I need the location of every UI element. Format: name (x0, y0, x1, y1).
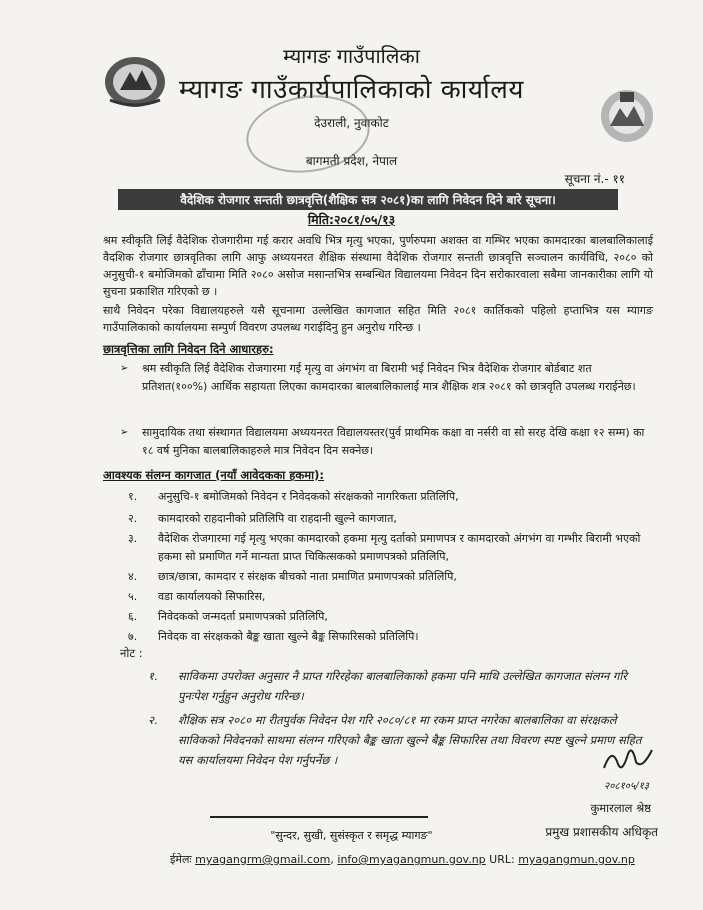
paragraph-1: श्रम स्वीकृति लिई वैदेशिक रोजगारीमा गई करार अवधि भित्र मृत्यु भएका, पुर्णरुपमा अशक्त वा गम्भिर भएका कामदारका बालबालिकालाई वैदशिक रोजगार छात्रवृतिका लागि आफु अध्ययनरत शैक्षिक संस्थामा वैदेशिक रोजगार सन्तती छात्रवृत्ति सञ्चालन कार्यविधि, २०८० को अनुसुची-१ बमोजिमको ढाँचामा मिति २०८० असोज मसान्तभित्र सम्बन्धित विद्यालयमा निवेदन दिन सरोकारवाला सबैमा जानकारीका लागि यो सुचना प्रकाशित गरिएको छ । (103, 234, 653, 298)
footer-contact: ईमेलः myagangrm@gmail.com, info@myagangmun.gov.np URL: myagangmun.gov.np (170, 853, 635, 866)
notice-date: मिति:२०८१/०५/१३ (307, 212, 396, 227)
footer-motto: "सुन्दर, सुखी, सुसंस्कृत र समृद्ध म्यागङ" (270, 829, 433, 842)
basis-item: ➢ श्रम स्वीकृति लिई वैदेशिक रोजगारमा गई मृत्यु वा अंगभंग वा बिरामी भई निवेदन भित्र वैदेशिक रोजगार बोर्डबाट शत प्रतिशत(१००%) आर्थिक सहायता लिएका कामदारका बालबालिकालाई मात्र शैक्षिक शत्र २०८१ को छात्रवृति उपलब्ध गराईनेछ। (120, 362, 636, 393)
note-item: २. शैक्षिक सत्र २०८० मा रीतपुर्वक निवेदन पेश गरि २०८०/८१ मा रकम प्राप्त नगरेका बालबालिका वा संरक्षकले साविकको निवेदनको साथमा संलग्न गरिएको बैङ्क खाता खुल्ने बैङ्क सिफारिस तथा विवरण स्पष्ट खुल्ने प्रमाण सहित यस कार्यालयमा निवेदन पेश गर्नुपर्नेछ । (148, 713, 642, 767)
note-label: नोट : (120, 646, 143, 660)
footer-rule (210, 816, 428, 818)
basis-heading: छात्रवृत्तिका लागि निवेदन दिने आधारहरु: (103, 342, 274, 356)
document-item: २. कामदारको राहदानीको प्रतिलिपि वा राहदानी खुल्ने कागजात, (128, 512, 397, 525)
document-item: ४. छात्र/छात्रा, कामदार र संरक्षक बीचको नाता प्रमाणित प्रमाणपत्रको प्रतिलिपि, (128, 570, 457, 583)
signature-mark (598, 740, 658, 780)
document-item: ३. वैदेशिक रोजगारमा गई मृत्यु भएका कामदारको हकमा मृत्यु दर्ताको प्रमाणपत्र र कामदारको अंगभंग वा गम्भीर बिरामी भएको हकमा सो प्रमाणित गर्ने मान्यता प्राप्त चिकित्सकको प्रमाणपत्रको प्रतिलिपि, (128, 532, 641, 563)
notice-subject: वैदेशिक रोजगार सन्तती छात्रवृत्ति(शैक्षिक सत्र २०८१)का लागि निवेदन दिने बारे सूचना। (118, 189, 618, 210)
signature-date: २०८१०५/१३ (604, 781, 649, 792)
notice-number: सूचना नं.- ११ (564, 172, 625, 186)
office-name: म्यागङ गाउँकार्यपालिकाको कार्यालय (179, 75, 524, 105)
note-item: १. साविकमा उपरोक्त अनुसार नै प्राप्त गरिरहेका बालबालिकाको हकमा पनि माथि उल्लेखित कागजात संलग्न गरि पुनःपेश गर्नुहुन अनुरोध गरिन्छ। (148, 669, 628, 703)
signer-name: कुमारलाल श्रेष्ठ (590, 801, 651, 815)
paragraph-2: साथै निवेदन परेका विद्यालयहरुले यसै सूचनामा उल्लेखित कागजात सहित मिति २०८१ कार्तिकको पहिलो हप्ताभित्र यस म्यागङ गाउँपालिकाको कार्यालयमा सम्पुर्ण विवरण उपलब्ध गराईदिनु हुन अनुरोध गरिन्छ । (103, 304, 653, 334)
address-line-2: बागमती प्रदेश, नेपाल (305, 154, 398, 168)
documents-heading: आवश्यक संलग्न कागजात (नयाँ आवेदकका हकमा): (103, 468, 324, 482)
document-item: ७. निवेदक वा संरक्षकको बैङ्क खाता खुल्ने बैङ्क सिफारिसको प्रतिलिपि। (128, 630, 419, 643)
document-item: १. अनुसुचि-१ बमोजिमको निवेदन र निवेदकको संरक्षकको नागरिकता प्रतिलिपि, (128, 490, 459, 503)
address-line-1: देउराली, नुवाकोट (314, 116, 389, 130)
municipality-name: म्यागङ गाउँपालिका (283, 44, 420, 68)
basis-item: ➢ सामुदायिक तथा संस्थागत विद्यालयमा अध्ययनरत विद्यालयस्तर(पुर्व प्राथमिक कक्षा वा नर्सरी वा सो सरह देखि कक्षा १२ सम्म) का १८ वर्ष मुनिका बालबालिकाहरुले मात्र निवेदन दिन सक्नेछ। (120, 426, 645, 457)
document-item: ६. निवेदकको जन्मदर्ता प्रमाणपत्रको प्रतिलिपि, (128, 610, 328, 623)
email-link-1[interactable]: myagangrm@gmail.com (195, 853, 331, 866)
email-link-2[interactable]: info@myagangmun.gov.np (337, 853, 486, 866)
arrow-bullet-icon: ➢ (120, 363, 129, 374)
signer-title: प्रमुख प्रशासकीय अधिकृत (545, 825, 658, 839)
arrow-bullet-icon: ➢ (120, 427, 129, 438)
document-item: ५. वडा कार्यालयको सिफारिस, (128, 590, 266, 603)
website-link[interactable]: myagangmun.gov.np (518, 853, 635, 866)
